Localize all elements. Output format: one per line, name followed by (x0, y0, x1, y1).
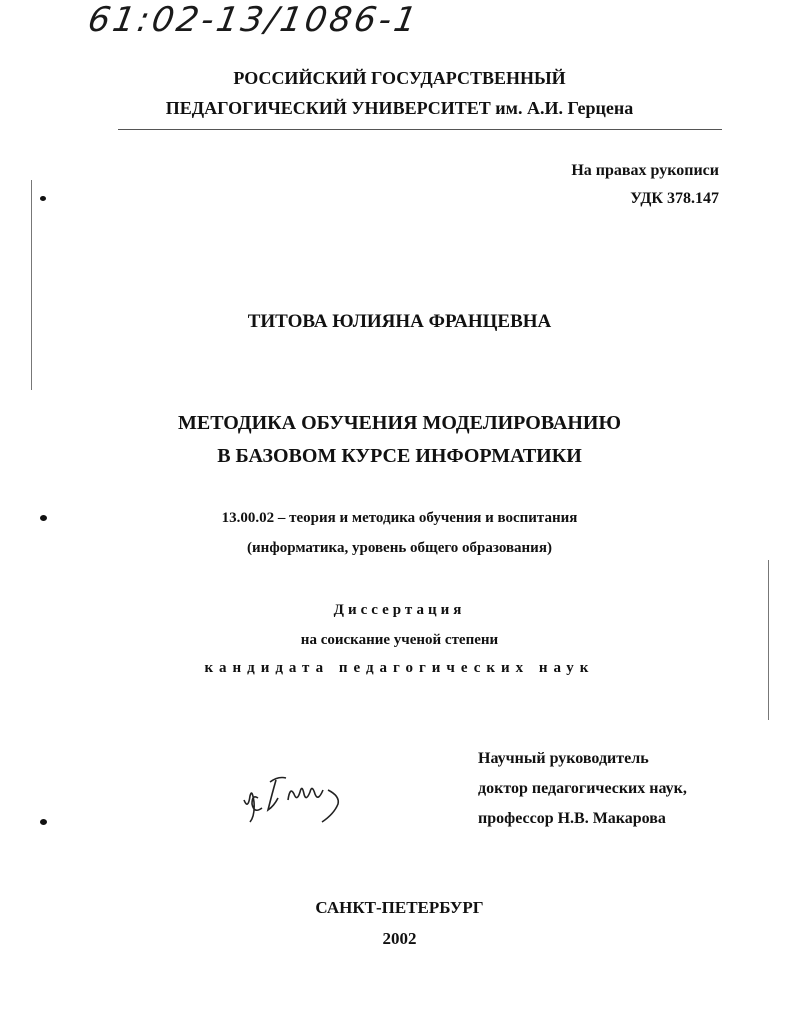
udc-code: УДК 378.147 (630, 190, 719, 207)
title-line-2: В БАЗОВОМ КУРСЕ ИНФОРМАТИКИ (217, 445, 582, 467)
header-rule (118, 129, 722, 130)
advisor-degree: доктор педагогических наук, (478, 780, 687, 797)
city: САНКТ-ПЕТЕРБУРГ (315, 898, 484, 917)
signature-drawing (236, 760, 356, 830)
dissertation-label: Диссертация (333, 602, 466, 618)
author-name: ТИТОВА ЮЛИЯНА ФРАНЦЕВНА (247, 311, 552, 332)
scan-mark (40, 819, 47, 825)
university-line-2: ПЕДАГОГИЧЕСКИЙ УНИВЕРСИТЕТ им. А.И. Герцена (165, 98, 634, 118)
scan-mark (40, 196, 46, 201)
archive-code: 61:02-13/1086-1 (84, 0, 423, 40)
advisor-label: Научный руководитель (478, 750, 649, 767)
specialty-line-1: 13.00.02 – теория и методика обучения и воспитания (221, 510, 578, 526)
degree-title: кандидата педагогических наук (204, 660, 595, 676)
specialty-line-2: (информатика, уровень общего образования) (247, 540, 552, 556)
degree-line: на соискание ученой степени (300, 632, 499, 648)
scan-edge-line (31, 180, 32, 390)
manuscript-rights: На правах рукописи (571, 162, 719, 179)
title-line-1: МЕТОДИКА ОБУЧЕНИЯ МОДЕЛИРОВАНИЮ (178, 412, 621, 434)
year: 2002 (382, 929, 417, 948)
university-line-1: РОССИЙСКИЙ ГОСУДАРСТВЕННЫЙ (233, 68, 566, 88)
advisor-name: профессор Н.В. Макарова (478, 810, 666, 827)
